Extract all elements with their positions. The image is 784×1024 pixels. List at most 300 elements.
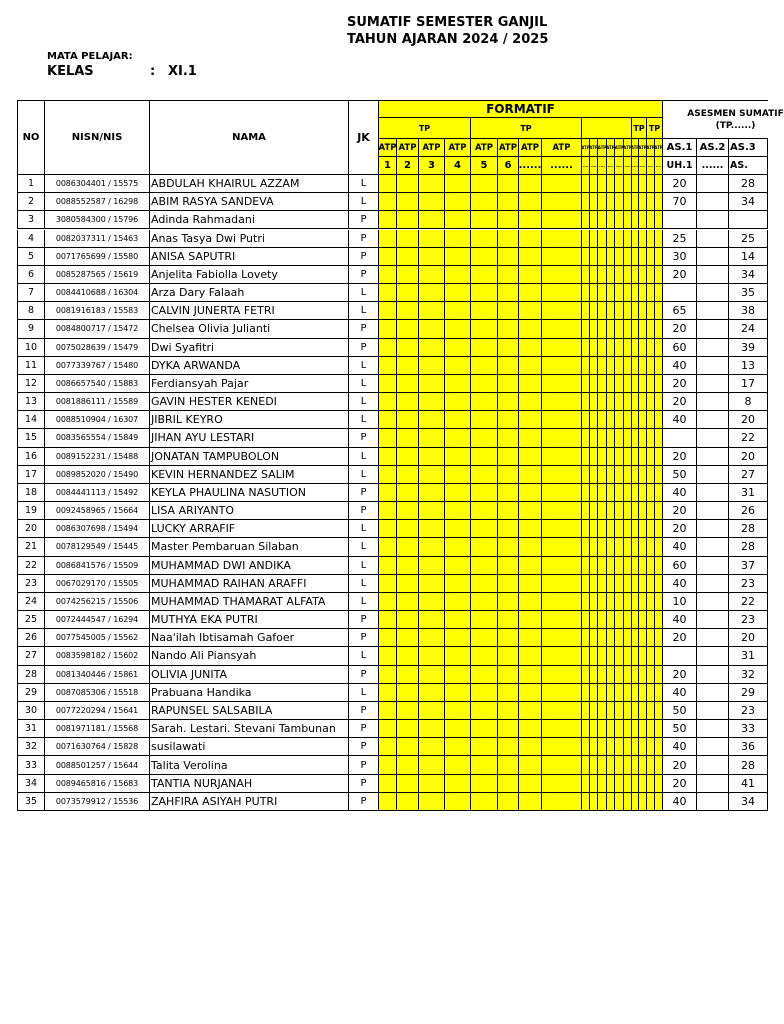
formatif-score-cell[interactable] [582,266,590,284]
formatif-score-cell[interactable] [379,448,397,466]
formatif-score-cell[interactable] [519,575,542,593]
formatif-score-cell[interactable] [397,720,419,738]
score-as1[interactable]: 25 [663,230,697,248]
formatif-score-cell[interactable] [632,629,639,647]
score-as2[interactable] [697,793,729,811]
formatif-score-cell[interactable] [647,230,655,248]
formatif-score-cell[interactable] [445,302,471,320]
formatif-score-cell[interactable] [397,684,419,702]
formatif-score-cell[interactable] [590,756,598,774]
formatif-score-cell[interactable] [379,557,397,575]
score-as1[interactable]: 40 [663,357,697,375]
formatif-score-cell[interactable] [598,520,607,538]
formatif-score-cell[interactable] [379,211,397,229]
formatif-score-cell[interactable] [647,557,655,575]
formatif-score-cell[interactable] [397,575,419,593]
formatif-score-cell[interactable] [647,429,655,447]
formatif-score-cell[interactable] [542,411,582,429]
formatif-score-cell[interactable] [590,284,598,302]
formatif-score-cell[interactable] [598,720,607,738]
formatif-score-cell[interactable] [607,702,615,720]
formatif-score-cell[interactable] [639,502,647,520]
formatif-score-cell[interactable] [639,375,647,393]
score-as1[interactable]: 40 [663,411,697,429]
formatif-score-cell[interactable] [542,248,582,266]
formatif-score-cell[interactable] [498,629,519,647]
formatif-score-cell[interactable] [445,756,471,774]
formatif-score-cell[interactable] [632,466,639,484]
formatif-score-cell[interactable] [615,466,624,484]
formatif-score-cell[interactable] [598,647,607,665]
formatif-score-cell[interactable] [582,448,590,466]
score-as2[interactable] [697,284,729,302]
formatif-score-cell[interactable] [647,211,655,229]
formatif-score-cell[interactable] [647,738,655,756]
formatif-score-cell[interactable] [632,557,639,575]
formatif-score-cell[interactable] [655,175,663,193]
formatif-score-cell[interactable] [655,484,663,502]
formatif-score-cell[interactable] [655,611,663,629]
formatif-score-cell[interactable] [419,375,445,393]
formatif-score-cell[interactable] [379,538,397,556]
formatif-score-cell[interactable] [632,538,639,556]
formatif-score-cell[interactable] [607,175,615,193]
score-as3[interactable]: 28 [729,520,768,538]
score-as2[interactable] [697,720,729,738]
formatif-score-cell[interactable] [397,557,419,575]
formatif-score-cell[interactable] [655,211,663,229]
formatif-score-cell[interactable] [647,411,655,429]
formatif-score-cell[interactable] [379,393,397,411]
formatif-score-cell[interactable] [471,684,498,702]
formatif-score-cell[interactable] [607,230,615,248]
formatif-score-cell[interactable] [397,538,419,556]
formatif-score-cell[interactable] [624,629,632,647]
formatif-score-cell[interactable] [590,175,598,193]
formatif-score-cell[interactable] [655,193,663,211]
score-as1[interactable]: 20 [663,775,697,793]
formatif-score-cell[interactable] [632,756,639,774]
formatif-score-cell[interactable] [632,266,639,284]
formatif-score-cell[interactable] [632,302,639,320]
score-as3[interactable]: 31 [729,647,768,665]
formatif-score-cell[interactable] [582,575,590,593]
score-as1[interactable]: 20 [663,375,697,393]
formatif-score-cell[interactable] [519,466,542,484]
score-as1[interactable]: 10 [663,593,697,611]
score-as2[interactable] [697,575,729,593]
formatif-score-cell[interactable] [582,175,590,193]
formatif-score-cell[interactable] [419,339,445,357]
formatif-score-cell[interactable] [498,429,519,447]
formatif-score-cell[interactable] [607,466,615,484]
formatif-score-cell[interactable] [607,429,615,447]
formatif-score-cell[interactable] [655,448,663,466]
score-as1[interactable]: 40 [663,575,697,593]
formatif-score-cell[interactable] [471,429,498,447]
score-as2[interactable] [697,248,729,266]
score-as3[interactable]: 31 [729,484,768,502]
formatif-score-cell[interactable] [624,211,632,229]
score-as1[interactable]: 40 [663,538,697,556]
formatif-score-cell[interactable] [607,575,615,593]
formatif-score-cell[interactable] [615,720,624,738]
formatif-score-cell[interactable] [655,248,663,266]
score-as1[interactable]: 20 [663,520,697,538]
score-as3[interactable]: 33 [729,720,768,738]
formatif-score-cell[interactable] [615,520,624,538]
formatif-score-cell[interactable] [624,520,632,538]
formatif-score-cell[interactable] [445,248,471,266]
formatif-score-cell[interactable] [624,611,632,629]
formatif-score-cell[interactable] [598,302,607,320]
formatif-score-cell[interactable] [419,538,445,556]
formatif-score-cell[interactable] [615,175,624,193]
formatif-score-cell[interactable] [379,502,397,520]
formatif-score-cell[interactable] [397,230,419,248]
formatif-score-cell[interactable] [632,429,639,447]
formatif-score-cell[interactable] [607,557,615,575]
score-as1[interactable]: 50 [663,720,697,738]
formatif-score-cell[interactable] [598,575,607,593]
formatif-score-cell[interactable] [647,302,655,320]
score-as2[interactable] [697,666,729,684]
formatif-score-cell[interactable] [590,211,598,229]
score-as1[interactable]: 60 [663,557,697,575]
formatif-score-cell[interactable] [519,393,542,411]
formatif-score-cell[interactable] [397,411,419,429]
formatif-score-cell[interactable] [471,629,498,647]
formatif-score-cell[interactable] [624,793,632,811]
formatif-score-cell[interactable] [379,175,397,193]
formatif-score-cell[interactable] [647,629,655,647]
formatif-score-cell[interactable] [647,720,655,738]
formatif-score-cell[interactable] [419,520,445,538]
formatif-score-cell[interactable] [655,793,663,811]
formatif-score-cell[interactable] [419,302,445,320]
score-as3[interactable]: 20 [729,411,768,429]
score-as1[interactable]: 40 [663,611,697,629]
formatif-score-cell[interactable] [624,393,632,411]
score-as1[interactable]: 50 [663,466,697,484]
formatif-score-cell[interactable] [647,775,655,793]
score-as2[interactable] [697,302,729,320]
formatif-score-cell[interactable] [397,647,419,665]
formatif-score-cell[interactable] [379,284,397,302]
formatif-score-cell[interactable] [598,702,607,720]
formatif-score-cell[interactable] [542,793,582,811]
formatif-score-cell[interactable] [632,211,639,229]
formatif-score-cell[interactable] [498,320,519,338]
formatif-score-cell[interactable] [419,266,445,284]
formatif-score-cell[interactable] [582,393,590,411]
formatif-score-cell[interactable] [582,211,590,229]
formatif-score-cell[interactable] [615,320,624,338]
formatif-score-cell[interactable] [582,284,590,302]
formatif-score-cell[interactable] [607,684,615,702]
formatif-score-cell[interactable] [498,411,519,429]
formatif-score-cell[interactable] [471,756,498,774]
formatif-score-cell[interactable] [471,793,498,811]
formatif-score-cell[interactable] [379,320,397,338]
score-as2[interactable] [697,520,729,538]
formatif-score-cell[interactable] [655,666,663,684]
formatif-score-cell[interactable] [379,520,397,538]
formatif-score-cell[interactable] [615,738,624,756]
score-as3[interactable]: 36 [729,738,768,756]
formatif-score-cell[interactable] [445,793,471,811]
formatif-score-cell[interactable] [598,248,607,266]
formatif-score-cell[interactable] [542,230,582,248]
formatif-score-cell[interactable] [639,629,647,647]
formatif-score-cell[interactable] [379,411,397,429]
formatif-score-cell[interactable] [607,520,615,538]
formatif-score-cell[interactable] [632,484,639,502]
formatif-score-cell[interactable] [655,393,663,411]
score-as1[interactable]: 40 [663,738,697,756]
formatif-score-cell[interactable] [598,557,607,575]
score-as1[interactable]: 65 [663,302,697,320]
formatif-score-cell[interactable] [471,484,498,502]
formatif-score-cell[interactable] [498,738,519,756]
formatif-score-cell[interactable] [379,266,397,284]
formatif-score-cell[interactable] [397,429,419,447]
score-as2[interactable] [697,775,729,793]
formatif-score-cell[interactable] [379,375,397,393]
formatif-score-cell[interactable] [607,211,615,229]
formatif-score-cell[interactable] [639,248,647,266]
formatif-score-cell[interactable] [615,411,624,429]
formatif-score-cell[interactable] [647,484,655,502]
formatif-score-cell[interactable] [590,429,598,447]
formatif-score-cell[interactable] [655,302,663,320]
formatif-score-cell[interactable] [632,175,639,193]
formatif-score-cell[interactable] [647,284,655,302]
formatif-score-cell[interactable] [624,666,632,684]
formatif-score-cell[interactable] [582,502,590,520]
score-as1[interactable]: 30 [663,248,697,266]
formatif-score-cell[interactable] [639,393,647,411]
score-as3[interactable]: 35 [729,284,768,302]
formatif-score-cell[interactable] [379,611,397,629]
formatif-score-cell[interactable] [647,702,655,720]
formatif-score-cell[interactable] [445,230,471,248]
formatif-score-cell[interactable] [624,193,632,211]
formatif-score-cell[interactable] [519,248,542,266]
formatif-score-cell[interactable] [445,647,471,665]
formatif-score-cell[interactable] [639,284,647,302]
formatif-score-cell[interactable] [471,284,498,302]
score-as3[interactable]: 22 [729,593,768,611]
formatif-score-cell[interactable] [607,629,615,647]
formatif-score-cell[interactable] [582,538,590,556]
formatif-score-cell[interactable] [632,284,639,302]
formatif-score-cell[interactable] [607,393,615,411]
formatif-score-cell[interactable] [498,593,519,611]
formatif-score-cell[interactable] [647,320,655,338]
formatif-score-cell[interactable] [647,756,655,774]
formatif-score-cell[interactable] [519,339,542,357]
formatif-score-cell[interactable] [607,357,615,375]
score-as3[interactable]: 34 [729,193,768,211]
formatif-score-cell[interactable] [639,575,647,593]
formatif-score-cell[interactable] [498,647,519,665]
formatif-score-cell[interactable] [397,248,419,266]
formatif-score-cell[interactable] [582,320,590,338]
formatif-score-cell[interactable] [647,357,655,375]
score-as3[interactable]: 13 [729,357,768,375]
formatif-score-cell[interactable] [542,520,582,538]
formatif-score-cell[interactable] [615,611,624,629]
formatif-score-cell[interactable] [445,320,471,338]
formatif-score-cell[interactable] [632,647,639,665]
score-as1[interactable]: 20 [663,666,697,684]
formatif-score-cell[interactable] [607,284,615,302]
formatif-score-cell[interactable] [419,429,445,447]
score-as2[interactable] [697,211,729,229]
formatif-score-cell[interactable] [647,520,655,538]
formatif-score-cell[interactable] [445,684,471,702]
formatif-score-cell[interactable] [624,720,632,738]
formatif-score-cell[interactable] [639,538,647,556]
formatif-score-cell[interactable] [445,775,471,793]
formatif-score-cell[interactable] [607,538,615,556]
formatif-score-cell[interactable] [519,738,542,756]
formatif-score-cell[interactable] [624,429,632,447]
formatif-score-cell[interactable] [542,375,582,393]
score-as3[interactable]: 23 [729,575,768,593]
formatif-score-cell[interactable] [639,702,647,720]
formatif-score-cell[interactable] [590,775,598,793]
formatif-score-cell[interactable] [445,557,471,575]
formatif-score-cell[interactable] [624,375,632,393]
formatif-score-cell[interactable] [519,720,542,738]
formatif-score-cell[interactable] [419,775,445,793]
formatif-score-cell[interactable] [519,666,542,684]
formatif-score-cell[interactable] [598,357,607,375]
formatif-score-cell[interactable] [419,448,445,466]
formatif-score-cell[interactable] [397,302,419,320]
formatif-score-cell[interactable] [542,702,582,720]
formatif-score-cell[interactable] [519,448,542,466]
formatif-score-cell[interactable] [598,211,607,229]
score-as1[interactable] [663,284,697,302]
formatif-score-cell[interactable] [639,266,647,284]
score-as2[interactable] [697,230,729,248]
formatif-score-cell[interactable] [607,647,615,665]
formatif-score-cell[interactable] [624,484,632,502]
formatif-score-cell[interactable] [639,684,647,702]
formatif-score-cell[interactable] [615,647,624,665]
formatif-score-cell[interactable] [598,793,607,811]
formatif-score-cell[interactable] [471,320,498,338]
score-as3[interactable]: 28 [729,538,768,556]
formatif-score-cell[interactable] [379,629,397,647]
formatif-score-cell[interactable] [624,357,632,375]
formatif-score-cell[interactable] [624,339,632,357]
score-as2[interactable] [697,557,729,575]
score-as1[interactable]: 70 [663,193,697,211]
formatif-score-cell[interactable] [655,756,663,774]
formatif-score-cell[interactable] [655,429,663,447]
formatif-score-cell[interactable] [639,357,647,375]
score-as2[interactable] [697,375,729,393]
score-as3[interactable]: 17 [729,375,768,393]
formatif-score-cell[interactable] [582,248,590,266]
formatif-score-cell[interactable] [542,720,582,738]
formatif-score-cell[interactable] [397,193,419,211]
formatif-score-cell[interactable] [607,502,615,520]
formatif-score-cell[interactable] [615,702,624,720]
formatif-score-cell[interactable] [639,557,647,575]
formatif-score-cell[interactable] [419,738,445,756]
formatif-score-cell[interactable] [498,684,519,702]
formatif-score-cell[interactable] [445,484,471,502]
formatif-score-cell[interactable] [624,230,632,248]
formatif-score-cell[interactable] [445,629,471,647]
formatif-score-cell[interactable] [655,538,663,556]
formatif-score-cell[interactable] [632,575,639,593]
score-as3[interactable]: 28 [729,756,768,774]
formatif-score-cell[interactable] [419,284,445,302]
formatif-score-cell[interactable] [379,302,397,320]
score-as1[interactable]: 20 [663,756,697,774]
formatif-score-cell[interactable] [379,793,397,811]
formatif-score-cell[interactable] [632,393,639,411]
formatif-score-cell[interactable] [471,575,498,593]
formatif-score-cell[interactable] [397,629,419,647]
formatif-score-cell[interactable] [607,248,615,266]
formatif-score-cell[interactable] [615,629,624,647]
formatif-score-cell[interactable] [647,793,655,811]
formatif-score-cell[interactable] [445,702,471,720]
formatif-score-cell[interactable] [397,339,419,357]
formatif-score-cell[interactable] [590,520,598,538]
formatif-score-cell[interactable] [419,575,445,593]
formatif-score-cell[interactable] [419,193,445,211]
score-as1[interactable] [663,429,697,447]
score-as3[interactable]: 28 [729,175,768,193]
formatif-score-cell[interactable] [471,775,498,793]
score-as2[interactable] [697,320,729,338]
score-as3[interactable]: 27 [729,466,768,484]
formatif-score-cell[interactable] [647,593,655,611]
formatif-score-cell[interactable] [519,230,542,248]
formatif-score-cell[interactable] [471,339,498,357]
formatif-score-cell[interactable] [445,448,471,466]
formatif-score-cell[interactable] [598,448,607,466]
score-as3[interactable]: 29 [729,684,768,702]
formatif-score-cell[interactable] [519,538,542,556]
formatif-score-cell[interactable] [598,593,607,611]
score-as1[interactable]: 60 [663,339,697,357]
formatif-score-cell[interactable] [598,666,607,684]
formatif-score-cell[interactable] [498,775,519,793]
formatif-score-cell[interactable] [647,193,655,211]
formatif-score-cell[interactable] [471,647,498,665]
score-as2[interactable] [697,448,729,466]
formatif-score-cell[interactable] [590,193,598,211]
formatif-score-cell[interactable] [624,411,632,429]
formatif-score-cell[interactable] [655,520,663,538]
formatif-score-cell[interactable] [542,593,582,611]
score-as2[interactable] [697,738,729,756]
formatif-score-cell[interactable] [615,793,624,811]
formatif-score-cell[interactable] [647,248,655,266]
score-as3[interactable]: 34 [729,793,768,811]
formatif-score-cell[interactable] [598,756,607,774]
formatif-score-cell[interactable] [498,393,519,411]
